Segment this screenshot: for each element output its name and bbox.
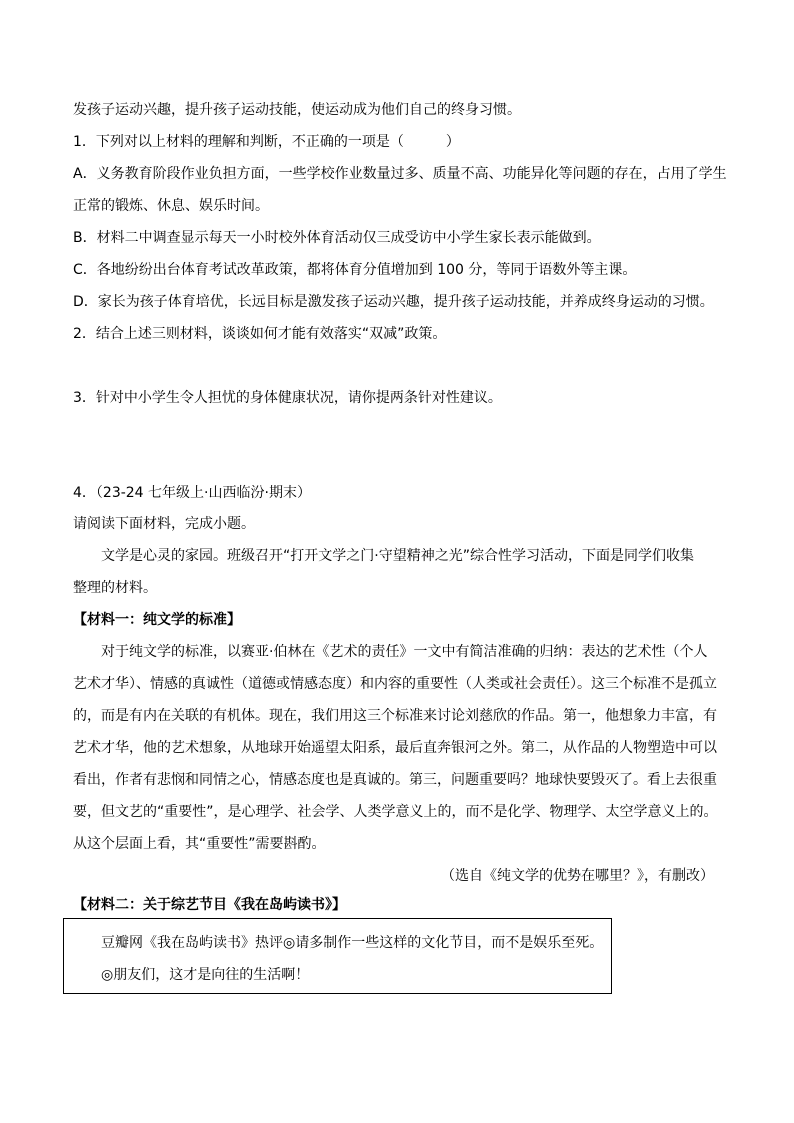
material-1-line-2: 艺术才华）、情感的真诚性（道德或情感态度）和内容的重要性（人类或社会责任）。这三个标准不是孤立 bbox=[73, 676, 717, 692]
option-d: D．家长为孩子体育培优，长远目标是激发孩子运动兴趣，提升孩子运动技能，并养成终身运动的习惯。 bbox=[73, 294, 714, 310]
material-1-line-7: 从这个层面上看，其“重要性”需要斟酌。 bbox=[73, 836, 326, 852]
material-1-heading: 【材料一：纯文学的标准】 bbox=[73, 612, 241, 628]
material-1-line-6: 要，但文艺的“重要性”，是心理学、社会学、人类学意义上的，而不是化学、物理学、太空学意义上的。 bbox=[73, 804, 718, 820]
instruction-line: 请阅读下面材料，完成小题。 bbox=[73, 516, 255, 532]
option-a-line-1: A．义务教育阶段作业负担方面，一些学校作业数量过多、质量不高、功能异化等问题的存在，占用了学生 bbox=[73, 166, 727, 182]
intro-tail-line: 发孩子运动兴趣，提升孩子运动技能，使运动成为他们自己的终身习惯。 bbox=[73, 102, 521, 118]
material-1-source: （选自《纯文学的优势在哪里？》，有删改） bbox=[441, 868, 714, 884]
material-1-line-3: 的，而是有内在关联的有机体。现在，我们用这三个标准来讨论刘慈欣的作品。第一，他想象力丰富，有 bbox=[73, 708, 717, 724]
intro-paragraph-line-2: 整理的材料。 bbox=[73, 580, 157, 596]
option-a-line-2: 正常的锻炼、休息、娱乐时间。 bbox=[73, 198, 269, 214]
question-1: 1．下列对以上材料的理解和判断，不正确的一项是（ ） bbox=[73, 134, 460, 150]
material-2-comment-box bbox=[63, 918, 612, 994]
question-3: 3．针对中小学生令人担忧的身体健康状况，请你提两条针对性建议。 bbox=[73, 390, 502, 406]
question-4-header: 4．（23-24 七年级上·山西临汾·期末） bbox=[73, 485, 311, 501]
material-1-line-5: 看出，作者有悲悯和同情之心，情感态度也是真诚的。第三，问题重要吗？地球快要毁灭了。看上去很重 bbox=[73, 772, 717, 788]
material-2-heading: 【材料二：关于综艺节目《我在岛屿读书》】 bbox=[73, 897, 346, 913]
material-1-line-1: 对于纯文学的标准，以赛亚·伯林在《艺术的责任》一文中有简洁准确的归纳：表达的艺术性（个人 bbox=[101, 644, 708, 660]
option-c: C．各地纷纷出台体育考试改革政策，都将体育分值增加到 100 分，等同于语数外等主课。 bbox=[73, 262, 637, 278]
option-b: B．材料二中调查显示每天一小时校外体育活动仅三成受访中小学生家长表示能做到。 bbox=[73, 230, 601, 246]
comment-line-2: ◎朋友们，这才是向往的生活啊！ bbox=[101, 967, 310, 983]
comment-line-1: 豆瓣网《我在岛屿读书》热评◎请多制作一些这样的文化节目，而不是娱乐至死。 bbox=[101, 935, 604, 951]
intro-paragraph-line-1: 文学是心灵的家园。班级召开“打开文学之门·守望精神之光”综合性学习活动，下面是同学们收集 bbox=[101, 548, 694, 564]
material-1-line-4: 艺术才华，他的艺术想象，从地球开始遥望太阳系，最后直奔银河之外。第二，从作品的人物塑造中可以 bbox=[73, 740, 717, 756]
question-2: 2．结合上述三则材料，谈谈如何才能有效落实“双减”政策。 bbox=[73, 326, 447, 342]
